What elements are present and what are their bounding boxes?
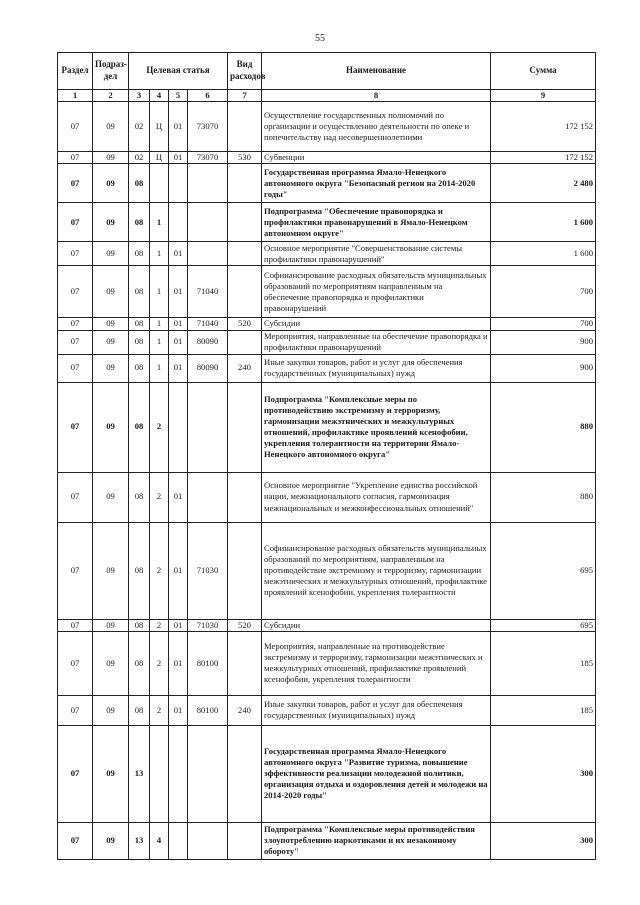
subprogram-cell: 2 — [150, 382, 169, 472]
event-cell: 01 — [169, 152, 188, 164]
event-cell: 01 — [169, 472, 188, 522]
column-number: 7 — [228, 90, 262, 102]
name-cell: Подпрограмма "Комплексные меры по противодействию экстремизму и терроризму, гармонизации межэтнических и межкультурных отношений, профилактике проявлений ксенофобии, укрепления толерантности на территории Ямало-Ненецкого автономного округа" — [262, 382, 491, 472]
event-cell — [169, 822, 188, 859]
vid-cell — [228, 725, 262, 822]
table-row — [58, 472, 596, 522]
sum-cell: 700 — [491, 318, 596, 330]
column-number: 5 — [169, 90, 188, 102]
name-cell: Подпрограмма "Обеспечение правопорядка и профилактики правонарушений в Ямало-Ненецком автономном округе" — [262, 203, 491, 242]
sum-cell: 695 — [491, 522, 596, 619]
budget-table — [57, 52, 596, 860]
program-cell: 08 — [129, 472, 150, 522]
event-cell: 01 — [169, 318, 188, 330]
direction-cell: 80100 — [188, 631, 228, 695]
column-number: 3 — [129, 90, 150, 102]
event-cell: 01 — [169, 619, 188, 631]
direction-cell: 80090 — [188, 330, 228, 354]
event-cell: 01 — [169, 522, 188, 619]
name-cell: Софинансирование расходных обязательств муниципальных образований по мероприятиям направленным на обеспечение правопорядка и профилактики правонарушений — [262, 266, 491, 318]
sum-cell: 172 152 — [491, 102, 596, 152]
razdel-cell: 07 — [58, 522, 93, 619]
name-cell: Государственная программа Ямало-Ненецкого автономного округа "Безопасный регион на 2014-2020 годы" — [262, 164, 491, 203]
vid-cell: 240 — [228, 695, 262, 725]
program-cell: 13 — [129, 725, 150, 822]
razdel-cell: 07 — [58, 242, 93, 266]
vid-cell: 520 — [228, 619, 262, 631]
podrazdel-cell: 09 — [93, 472, 129, 522]
sum-cell: 300 — [491, 822, 596, 859]
sum-cell: 700 — [491, 266, 596, 318]
vid-cell: 240 — [228, 354, 262, 382]
sum-cell: 1 600 — [491, 242, 596, 266]
table-row — [58, 330, 596, 354]
program-cell: 08 — [129, 266, 150, 318]
table-row — [58, 266, 596, 318]
direction-cell — [188, 164, 228, 203]
razdel-cell: 07 — [58, 822, 93, 859]
vid-cell — [228, 242, 262, 266]
direction-cell — [188, 472, 228, 522]
program-cell: 08 — [129, 203, 150, 242]
direction-cell — [188, 242, 228, 266]
subprogram-cell: 2 — [150, 522, 169, 619]
podrazdel-cell: 09 — [93, 330, 129, 354]
razdel-cell: 07 — [58, 330, 93, 354]
direction-cell — [188, 382, 228, 472]
subprogram-cell: Ц — [150, 152, 169, 164]
table-row — [58, 203, 596, 242]
header-vid: Вид расходов — [228, 53, 262, 90]
event-cell — [169, 382, 188, 472]
page-number: 55 — [315, 33, 325, 44]
event-cell: 01 — [169, 354, 188, 382]
direction-cell: 71030 — [188, 522, 228, 619]
vid-cell — [228, 102, 262, 152]
direction-cell — [188, 203, 228, 242]
name-cell: Субсидии — [262, 619, 491, 631]
table-row — [58, 522, 596, 619]
razdel-cell: 07 — [58, 695, 93, 725]
sum-cell: 900 — [491, 330, 596, 354]
name-cell: Мероприятия, направленные на противодействие экстремизму и терроризму, гармонизации межэтнических и межкультурных отношений, профилактике проявлений ксенофобии, укрепления толерантности — [262, 631, 491, 695]
subprogram-cell: 2 — [150, 695, 169, 725]
name-cell: Государственная программа Ямало-Ненецкого автономного округа "Развитие туризма, повышение эффективности реализации молодежной политики, организация отдыха и оздоровления детей и молодежи на 2014-2020 годы" — [262, 725, 491, 822]
table-row — [58, 102, 596, 152]
sum-cell: 1 600 — [491, 203, 596, 242]
vid-cell — [228, 472, 262, 522]
podrazdel-cell: 09 — [93, 203, 129, 242]
sum-cell: 880 — [491, 382, 596, 472]
podrazdel-cell: 09 — [93, 164, 129, 203]
program-cell: 08 — [129, 631, 150, 695]
column-number-row — [58, 90, 596, 102]
direction-cell — [188, 822, 228, 859]
event-cell — [169, 203, 188, 242]
vid-cell — [228, 522, 262, 619]
vid-cell — [228, 382, 262, 472]
table-row — [58, 822, 596, 859]
sum-cell: 695 — [491, 619, 596, 631]
event-cell: 01 — [169, 330, 188, 354]
header-razdel: Раздел — [58, 53, 93, 90]
subprogram-cell: 2 — [150, 472, 169, 522]
razdel-cell: 07 — [58, 354, 93, 382]
podrazdel-cell: 09 — [93, 822, 129, 859]
vid-cell: 530 — [228, 152, 262, 164]
razdel-cell: 07 — [58, 619, 93, 631]
program-cell: 08 — [129, 242, 150, 266]
header-target: Целевая статья — [129, 53, 228, 90]
program-cell: 08 — [129, 164, 150, 203]
direction-cell: 73070 — [188, 102, 228, 152]
name-cell: Иные закупки товаров, работ и услуг для обеспечения государственных (муниципальных) нужд — [262, 354, 491, 382]
podrazdel-cell: 09 — [93, 102, 129, 152]
column-number: 9 — [491, 90, 596, 102]
event-cell — [169, 725, 188, 822]
sum-cell: 880 — [491, 472, 596, 522]
direction-cell: 71040 — [188, 266, 228, 318]
program-cell: 08 — [129, 695, 150, 725]
table-row — [58, 354, 596, 382]
table-row — [58, 164, 596, 203]
vid-cell — [228, 822, 262, 859]
direction-cell: 71030 — [188, 619, 228, 631]
subprogram-cell: 1 — [150, 330, 169, 354]
sum-cell: 185 — [491, 695, 596, 725]
razdel-cell: 07 — [58, 152, 93, 164]
sum-cell: 2 480 — [491, 164, 596, 203]
direction-cell: 73070 — [188, 152, 228, 164]
name-cell: Субвенции — [262, 152, 491, 164]
event-cell — [169, 164, 188, 203]
table-row — [58, 725, 596, 822]
subprogram-cell: 1 — [150, 203, 169, 242]
header-name: Наименование — [262, 53, 491, 90]
direction-cell — [188, 725, 228, 822]
table-body — [58, 102, 596, 860]
table-row — [58, 619, 596, 631]
program-cell: 13 — [129, 822, 150, 859]
header-row — [58, 53, 596, 90]
program-cell: 08 — [129, 318, 150, 330]
subprogram-cell: 2 — [150, 631, 169, 695]
program-cell: 02 — [129, 102, 150, 152]
column-number: 4 — [150, 90, 169, 102]
event-cell: 01 — [169, 102, 188, 152]
vid-cell — [228, 164, 262, 203]
podrazdel-cell: 09 — [93, 619, 129, 631]
column-number: 6 — [188, 90, 228, 102]
direction-cell: 80090 — [188, 354, 228, 382]
podrazdel-cell: 09 — [93, 242, 129, 266]
program-cell: 08 — [129, 382, 150, 472]
event-cell: 01 — [169, 695, 188, 725]
podrazdel-cell: 09 — [93, 266, 129, 318]
name-cell: Софинансирование расходных обязательств муниципальных образований по мероприятиям, направленным на противодействие экстремизму и терроризму, гармонизации межэтнических и межкультурных отношений, профилактике проявлений ксенофобии, укрепления толерантности — [262, 522, 491, 619]
subprogram-cell: 1 — [150, 318, 169, 330]
razdel-cell: 07 — [58, 164, 93, 203]
event-cell: 01 — [169, 631, 188, 695]
subprogram-cell: 1 — [150, 354, 169, 382]
header-sum: Сумма — [491, 53, 596, 90]
vid-cell — [228, 330, 262, 354]
podrazdel-cell: 09 — [93, 725, 129, 822]
sum-cell: 300 — [491, 725, 596, 822]
program-cell: 08 — [129, 354, 150, 382]
podrazdel-cell: 09 — [93, 382, 129, 472]
event-cell: 01 — [169, 242, 188, 266]
vid-cell: 520 — [228, 318, 262, 330]
name-cell: Субсидии — [262, 318, 491, 330]
sum-cell: 172 152 — [491, 152, 596, 164]
table-row — [58, 152, 596, 164]
podrazdel-cell: 09 — [93, 152, 129, 164]
podrazdel-cell: 09 — [93, 354, 129, 382]
subprogram-cell — [150, 725, 169, 822]
column-number: 2 — [93, 90, 129, 102]
razdel-cell: 07 — [58, 382, 93, 472]
table-row — [58, 242, 596, 266]
vid-cell — [228, 203, 262, 242]
subprogram-cell: 1 — [150, 266, 169, 318]
table-row — [58, 695, 596, 725]
podrazdel-cell: 09 — [93, 522, 129, 619]
subprogram-cell: Ц — [150, 102, 169, 152]
column-number: 1 — [58, 90, 93, 102]
program-cell: 08 — [129, 522, 150, 619]
program-cell: 08 — [129, 330, 150, 354]
podrazdel-cell: 09 — [93, 318, 129, 330]
program-cell: 08 — [129, 619, 150, 631]
subprogram-cell — [150, 164, 169, 203]
table-row — [58, 382, 596, 472]
program-cell: 02 — [129, 152, 150, 164]
sum-cell: 900 — [491, 354, 596, 382]
name-cell: Подпрограмма "Комплексные меры противодействия злоупотреблению наркотиками и их незаконному обороту" — [262, 822, 491, 859]
razdel-cell: 07 — [58, 102, 93, 152]
header-podrazdel: Подраз-дел — [93, 53, 129, 90]
razdel-cell: 07 — [58, 472, 93, 522]
name-cell: Осуществление государственных полномочий по организации и осуществлению деятельности по опеке и попечительству над несовершеннолетними — [262, 102, 491, 152]
subprogram-cell: 2 — [150, 619, 169, 631]
name-cell: Основное мероприятие "Совершенствование системы профилактики правонарушений" — [262, 242, 491, 266]
razdel-cell: 07 — [58, 203, 93, 242]
razdel-cell: 07 — [58, 631, 93, 695]
event-cell: 01 — [169, 266, 188, 318]
direction-cell: 80100 — [188, 695, 228, 725]
subprogram-cell: 4 — [150, 822, 169, 859]
name-cell: Мероприятия, направленные на обеспечение правопорядка и профилактики правонарушений — [262, 330, 491, 354]
vid-cell — [228, 266, 262, 318]
subprogram-cell: 1 — [150, 242, 169, 266]
sum-cell: 185 — [491, 631, 596, 695]
vid-cell — [228, 631, 262, 695]
name-cell: Иные закупки товаров, работ и услуг для обеспечения государственных (муниципальных) нужд — [262, 695, 491, 725]
razdel-cell: 07 — [58, 725, 93, 822]
table-row — [58, 318, 596, 330]
name-cell: Основное мероприятие "Укрепление единства российской нации, межнационального согласия, гармонизация межнациональных и межконфессиональных отношений" — [262, 472, 491, 522]
razdel-cell: 07 — [58, 318, 93, 330]
column-number: 8 — [262, 90, 491, 102]
table-row — [58, 631, 596, 695]
podrazdel-cell: 09 — [93, 695, 129, 725]
direction-cell: 71040 — [188, 318, 228, 330]
podrazdel-cell: 09 — [93, 631, 129, 695]
razdel-cell: 07 — [58, 266, 93, 318]
